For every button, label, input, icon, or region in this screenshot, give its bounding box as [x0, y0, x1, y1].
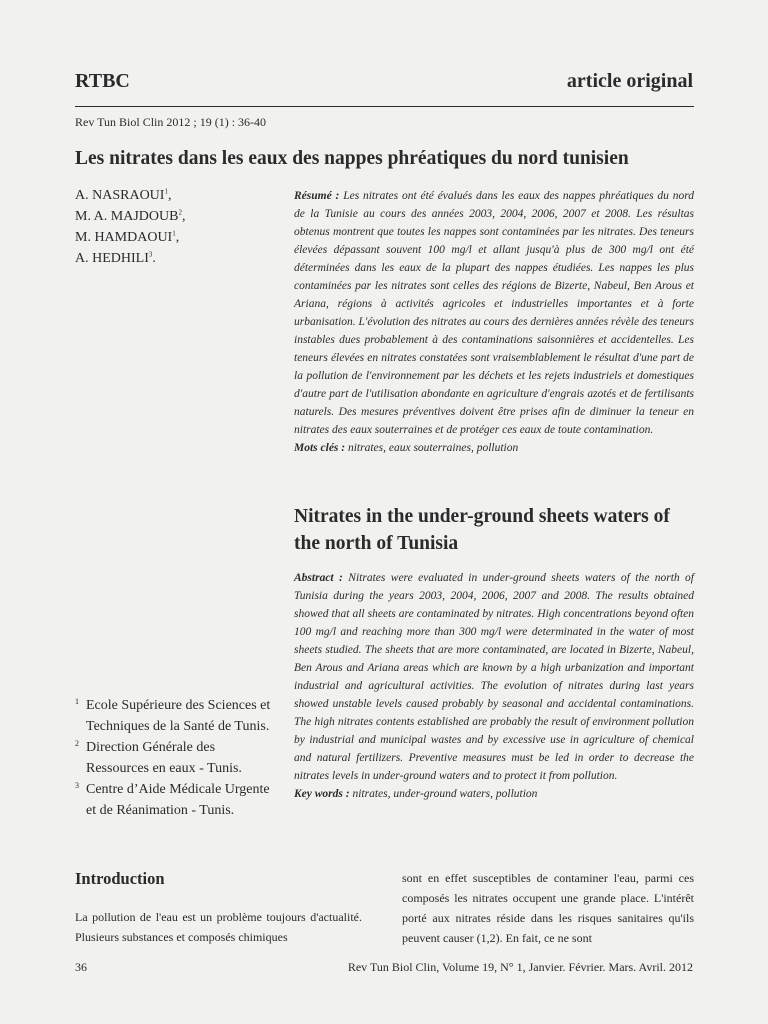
- journal-name: RTBC: [75, 70, 130, 92]
- affiliation: 1 Ecole Supérieure des Sciences et Techniques de la Santé de Tunis.: [75, 697, 271, 734]
- affiliation: 2 Direction Générale des Ressources en eaux - Tunis.: [75, 739, 242, 776]
- introduction-text-right: sont en effet susceptibles de contaminer l'eau, parmi ces composés les nitrates occupent une grande place. L'intérêt porté aux nitrates réside dans les risques sanitaires qu'ils peuvent causer (1,2). En fait, ce ne sont: [402, 871, 694, 945]
- header-rule: [75, 106, 694, 107]
- introduction-heading: Introduction: [75, 869, 165, 888]
- abstract-label: Abstract :: [294, 572, 343, 584]
- english-title: Nitrates in the under-ground sheets waters of the north of Tunisia: [294, 506, 670, 554]
- french-keywords: Mots clés : nitrates, eaux souterraines, pollution: [294, 442, 519, 454]
- author: A. NASRAOUI$^1$,: [75, 187, 172, 203]
- affiliations: [75, 695, 280, 821]
- english-keywords: Key words : nitrates, under-ground waters, pollution: [294, 788, 538, 800]
- resume-label: Résumé :: [294, 190, 340, 202]
- french-abstract: [294, 187, 694, 457]
- affiliation: 3 Centre d’Aide Médicale Urgente et de Réanimation - Tunis.: [75, 781, 270, 818]
- author-list: [75, 185, 185, 269]
- page-number: 36: [75, 960, 87, 974]
- author: M. HAMDAOUI$^1$,: [75, 229, 180, 245]
- introduction-text-left: La pollution de l'eau est un problème toujours d'actualité. Plusieurs substances et composés chimiques: [75, 910, 362, 944]
- english-abstract: [294, 569, 694, 803]
- footer-citation: Rev Tun Biol Clin, Volume 19, N° 1, Janvier. Février. Mars. Avril. 2012: [347, 960, 693, 974]
- author: M. A. MAJDOUB$^2$,: [75, 208, 186, 224]
- resume-text: Les nitrates ont été évalués dans les eaux des nappes phréatiques du nord de la Tunisie au cours des années 2003, 2004, 2006, 2007 et 2008. Les résultas obtenus montrent que toutes les nappes sont contaminées par les nitrates. Des teneurs élevées dépassant souvent 100 mg/l et allant jusqu'à plus de 300 mg/l ont été déterminées dans les eaux de la plupart des nappes étudiées. Les nappes les plus contaminées par les nitrates sont celles des régions de Bizerte, Nabeul, Ben Arous et Ariana, régions à activités agricoles et industrielles importantes et à forte urbanisation. L'évolution des nitrates au cours des dernières années révèle des teneurs instables dues probablement à des contaminations saisonnières et accidentelles. Les teneurs élevées en nitrates constatées sont vraisemblablement le résultat d'une part de la pollution de l'environnement par les déchets et les rejets industriels et domestiques d'autre part de l'utilisation abondante en agriculture d'engrais azotés et de fertilisants naturels. Des mesures préventives doivent être prises afin de diminuer la teneur en nitrates des eaux souterraines et de protéger ces eaux de toute contamination.: [294, 190, 695, 436]
- article-type: article original: [566, 70, 693, 92]
- abstract-text: Nitrates were evaluated in under-ground sheets waters of the north of Tunisia during the years 2003, 2004, 2006, 2007 and 2008. The results obtained showed that all sheets are contaminated by nitrates. High concentrations beyond often 100 mg/l and reaching more than 300 mg/l were determinated in the water of most sheets studied. The sheets that are more contaminated, are located in Bizerte, Nabeul, Ben Arous and Ariana areas which are known by a high urbanization and important industrial and agricultural activities. The evolution of nitrates during last years showed unstable levels caused probably by seasonal and accidental contaminations. The high nitrates contents established are probably the result of environment pollution by industrial and municipal wastes and by excessive use in agriculture of chemical and natural fertilizers. Preventive measures must be led in order to decrease the nitrates levels in under-ground waters and to protect it from pollution.: [294, 572, 695, 782]
- journal-reference: Rev Tun Biol Clin 2012 ; 19 (1) : 36-40: [75, 115, 267, 129]
- article-title: Les nitrates dans les eaux des nappes phréatiques du nord tunisien: [75, 148, 629, 169]
- author: A. HEDHILI$^3$.: [75, 250, 156, 266]
